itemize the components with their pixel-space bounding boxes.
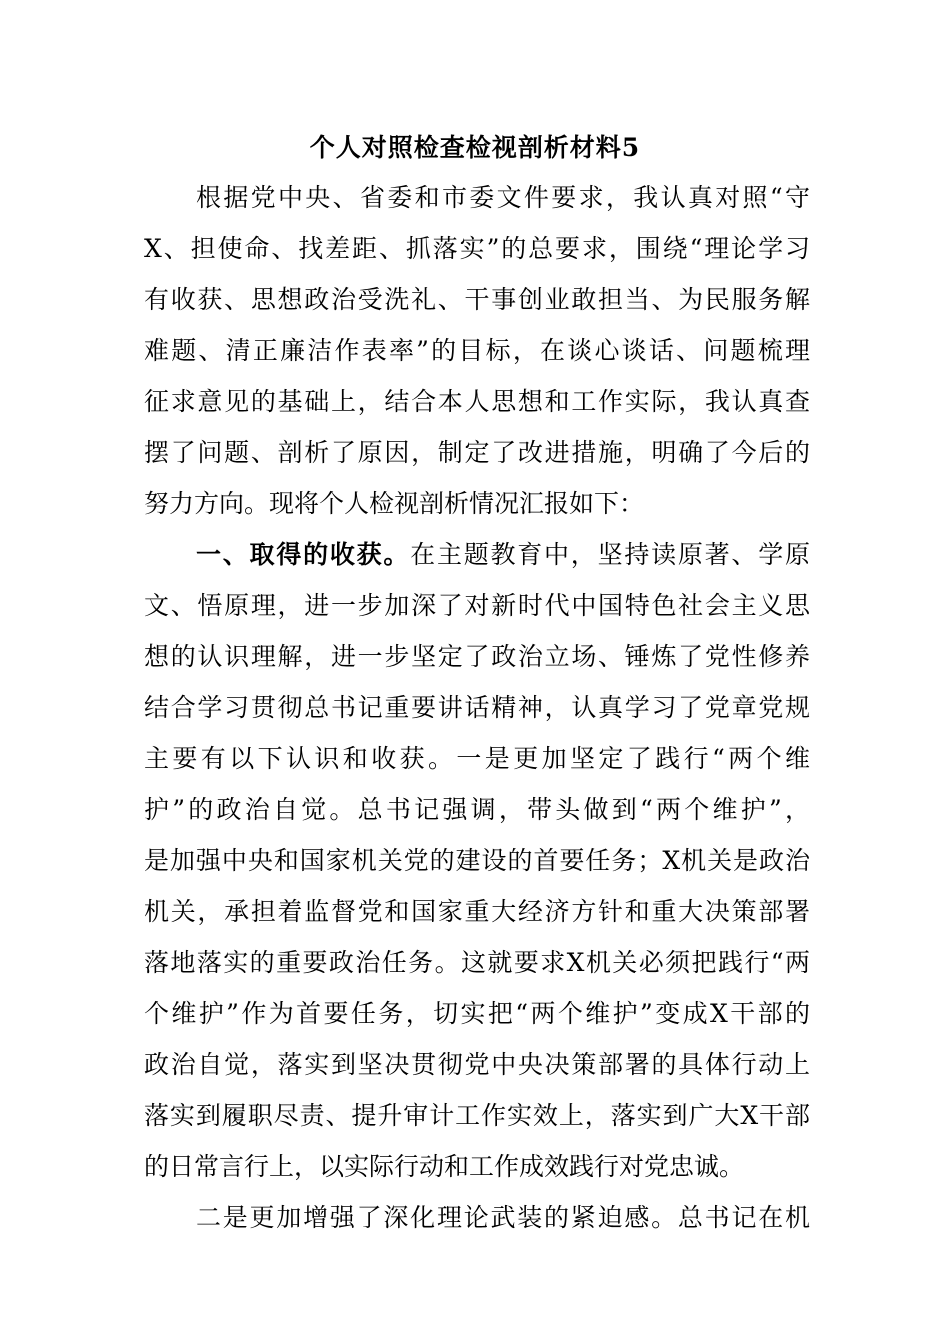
paragraph-line: 是加强中央和国家机关党的建设的首要任务；X机关是政治: [144, 846, 810, 875]
paragraph-line: 主要有以下认识和收获。一是更加坚定了践行“两个维: [144, 744, 810, 773]
paragraph-line: 想的认识理解，进一步坚定了政治立场、锤炼了党性修养: [144, 642, 810, 671]
paragraph-line: 二是更加增强了深化理论武装的紧迫感。总书记在机: [196, 1203, 810, 1232]
paragraph-line: 征求意见的基础上，结合本人思想和工作实际，我认真查: [144, 387, 810, 416]
paragraph-line: 个维护”作为首要任务，切实把“两个维护”变成X干部的: [144, 999, 810, 1028]
section-first-line: [196, 535, 810, 575]
paragraph-line: 落实到履职尽责、提升审计工作实效上，落实到广大X干部: [144, 1101, 810, 1130]
paragraph-line: 护”的政治自觉。总书记强调，带头做到“两个维护”，: [144, 795, 810, 824]
paragraph-line: 的日常言行上，以实际行动和工作成效践行对党忠诚。: [144, 1152, 745, 1181]
paragraph-line: 政治自觉，落实到坚决贯彻党中央决策部署的具体行动上: [144, 1050, 810, 1079]
paragraph-line: 文、悟原理，进一步加深了对新时代中国特色社会主义思: [144, 591, 810, 620]
section-first-line-text: 在主题教育中，坚持读原著、学原: [410, 540, 810, 569]
paragraph-line: 根据党中央、省委和市委文件要求，我认真对照“守: [196, 183, 810, 212]
section-heading: 一、取得的收获。: [196, 540, 411, 569]
paragraph-line: 机关，承担着监督党和国家重大经济方针和重大决策部署: [144, 897, 810, 926]
paragraph-line: X、担使命、找差距、抓落实”的总要求，围绕“理论学习: [144, 234, 810, 263]
paragraph-line: 落地落实的重要政治任务。这就要求X机关必须把践行“两: [144, 948, 810, 977]
paragraph-line: 有收获、思想政治受洗礼、干事创业敢担当、为民服务解: [144, 285, 810, 314]
document-title: 个人对照检查检视剖析材料5: [309, 133, 641, 162]
paragraph-line: 努力方向。现将个人检视剖析情况汇报如下：: [144, 489, 645, 518]
paragraph-line: 难题、清正廉洁作表率”的目标，在谈心谈话、问题梳理: [144, 336, 810, 365]
paragraph-line: 结合学习贯彻总书记重要讲话精神，认真学习了党章党规: [144, 693, 810, 722]
paragraph-line: 摆了问题、剖析了原因，制定了改进措施，明确了今后的: [144, 438, 810, 467]
